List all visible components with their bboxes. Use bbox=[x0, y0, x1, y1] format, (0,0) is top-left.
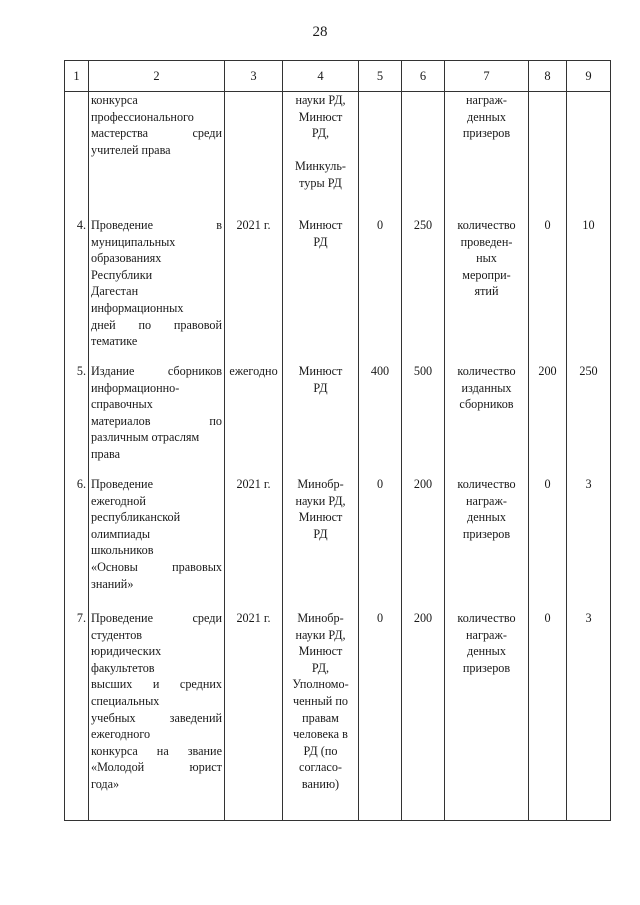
activity-name-line: муниципальных bbox=[91, 234, 176, 249]
activity-name bbox=[89, 357, 225, 470]
value-cell: 0 bbox=[359, 606, 402, 821]
activity-name-line: мастерства среди bbox=[91, 126, 222, 141]
indicator-cell: количество награж- денных призеров bbox=[445, 470, 529, 606]
activity-name-line: учебных заведений bbox=[91, 710, 222, 725]
period-cell: ежегодно bbox=[225, 357, 283, 470]
executor-cell: Минюст РД bbox=[283, 357, 359, 470]
value-cell: 0 bbox=[359, 209, 402, 357]
column-header: 5 bbox=[359, 61, 402, 92]
activity-name-line: Проведение в bbox=[91, 218, 222, 232]
indicator-cell: награж- денных призеров bbox=[445, 92, 529, 210]
activity-name-line: образованиях bbox=[91, 251, 162, 266]
activity-name-line: справочных bbox=[91, 397, 153, 412]
activity-name-line: Республики bbox=[91, 267, 153, 282]
activity-name-line: профессионального bbox=[91, 109, 194, 124]
table-row bbox=[65, 357, 611, 470]
column-header: 3 bbox=[225, 61, 283, 92]
activity-name-line: материалов по bbox=[91, 413, 222, 428]
activity-name-line: учителей права bbox=[91, 142, 171, 157]
table-row bbox=[65, 470, 611, 606]
value-cell: 0 bbox=[359, 470, 402, 606]
indicator-cell: количество награж- денных призеров bbox=[445, 606, 529, 821]
activity-name-line: высших и средних bbox=[91, 677, 222, 692]
activity-name-line: года» bbox=[91, 776, 120, 791]
activity-name-line: информационно- bbox=[91, 380, 180, 395]
row-number: 5. bbox=[65, 357, 89, 470]
column-header: 7 bbox=[445, 61, 529, 92]
value-cell: 250 bbox=[402, 209, 445, 357]
value-cell: 0 bbox=[529, 209, 567, 357]
plan-table bbox=[64, 60, 611, 821]
activity-name-line: ежегодного bbox=[91, 727, 151, 742]
column-header: 6 bbox=[402, 61, 445, 92]
executor-cell: Минобр- науки РД, Минюст РД bbox=[283, 470, 359, 606]
executor-cell: науки РД, Минюст РД, Минкуль- туры РД bbox=[283, 92, 359, 210]
activity-name-line: тематике bbox=[91, 334, 138, 349]
table-row bbox=[65, 606, 611, 821]
activity-name-line: конкурса на звание bbox=[91, 743, 222, 758]
table-row bbox=[65, 92, 611, 210]
value-cell bbox=[567, 92, 611, 210]
plan-table-body bbox=[65, 92, 611, 821]
value-cell bbox=[402, 92, 445, 210]
value-cell: 200 bbox=[529, 357, 567, 470]
value-cell bbox=[529, 92, 567, 210]
page-number: 28 bbox=[312, 24, 328, 40]
value-cell: 250 bbox=[567, 357, 611, 470]
period-cell: 2021 г. bbox=[225, 606, 283, 821]
activity-name-line: олимпиады bbox=[91, 526, 151, 541]
row-number bbox=[65, 92, 89, 210]
period-cell: 2021 г. bbox=[225, 209, 283, 357]
value-cell bbox=[359, 92, 402, 210]
activity-name-line: студентов bbox=[91, 627, 143, 642]
value-cell: 500 bbox=[402, 357, 445, 470]
activity-name-line: «Основы правовых bbox=[91, 559, 222, 574]
column-number-row bbox=[65, 61, 611, 92]
activity-name-line: конкурса bbox=[91, 93, 138, 107]
period-cell: 2021 г. bbox=[225, 470, 283, 606]
value-cell: 10 bbox=[567, 209, 611, 357]
activity-name-line: ежегодной bbox=[91, 493, 146, 508]
value-cell: 3 bbox=[567, 470, 611, 606]
activity-name-line: дней по правовой bbox=[91, 317, 222, 332]
activity-name-line: школьников bbox=[91, 543, 154, 558]
value-cell: 200 bbox=[402, 606, 445, 821]
period-cell bbox=[225, 92, 283, 210]
activity-name-line: информационных bbox=[91, 300, 184, 315]
row-number: 6. bbox=[65, 470, 89, 606]
activity-name bbox=[89, 209, 225, 357]
activity-name-line: знаний» bbox=[91, 576, 134, 591]
activity-name bbox=[89, 606, 225, 821]
column-header: 4 bbox=[283, 61, 359, 92]
activity-name-line: «Молодой юрист bbox=[91, 760, 222, 775]
column-header: 8 bbox=[529, 61, 567, 92]
table-row bbox=[65, 209, 611, 357]
activity-name-line: республиканской bbox=[91, 510, 181, 525]
executor-cell: Минюст РД bbox=[283, 209, 359, 357]
activity-name-line: Проведение среди bbox=[91, 611, 222, 625]
executor-cell: Минобр- науки РД, Минюст РД, Уполномо- ченный по правам человека в РД (по согласо- ванию) bbox=[283, 606, 359, 821]
activity-name-line: права bbox=[91, 446, 121, 461]
indicator-cell: количество изданных сборников bbox=[445, 357, 529, 470]
row-number: 7. bbox=[65, 606, 89, 821]
value-cell: 0 bbox=[529, 606, 567, 821]
column-header: 9 bbox=[567, 61, 611, 92]
value-cell: 400 bbox=[359, 357, 402, 470]
value-cell: 200 bbox=[402, 470, 445, 606]
indicator-cell: количество проведен- ных меропри- ятий bbox=[445, 209, 529, 357]
activity-name-line: факультетов bbox=[91, 660, 155, 675]
activity-name-line: Дагестан bbox=[91, 284, 139, 299]
value-cell: 3 bbox=[567, 606, 611, 821]
column-header: 2 bbox=[89, 61, 225, 92]
activity-name-line: специальных bbox=[91, 693, 160, 708]
activity-name-line: Проведение bbox=[91, 477, 153, 491]
activity-name bbox=[89, 92, 225, 210]
activity-name-line: юридических bbox=[91, 644, 162, 659]
value-cell: 0 bbox=[529, 470, 567, 606]
row-number: 4. bbox=[65, 209, 89, 357]
activity-name-line: Издание сборников bbox=[91, 364, 222, 378]
activity-name-line: различным отраслям bbox=[91, 430, 200, 445]
activity-name bbox=[89, 470, 225, 606]
column-header: 1 bbox=[65, 61, 89, 92]
